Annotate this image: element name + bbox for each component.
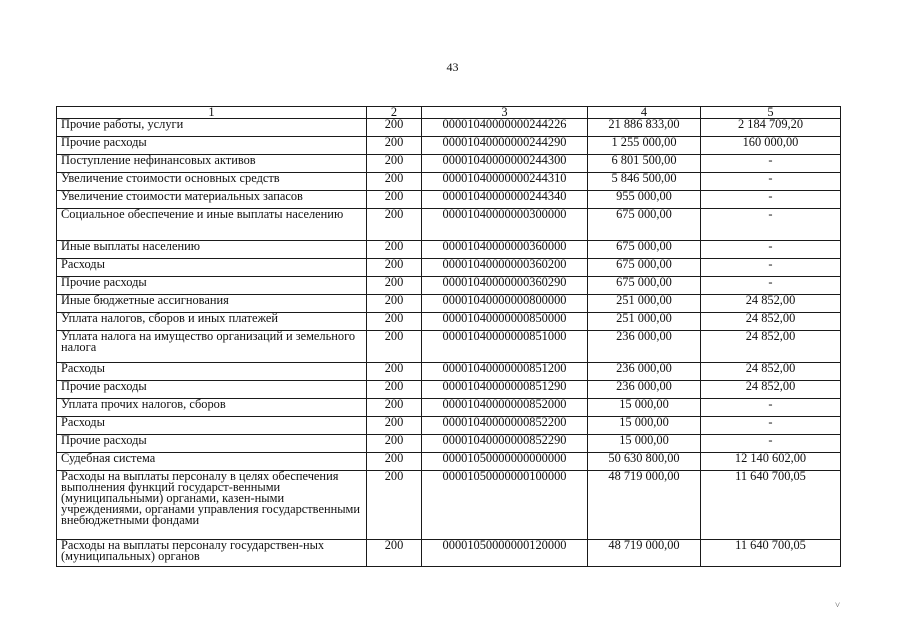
row-name-cell: Расходы (57, 363, 367, 381)
row-name-cell: Прочие расходы (57, 277, 367, 295)
row-name-cell: Иные бюджетные ассигнования (57, 295, 367, 313)
row-fact-cell: 24 852,00 (701, 363, 841, 381)
row-name-cell: Прочие работы, услуги (57, 119, 367, 137)
table-row (57, 435, 841, 453)
table-row (57, 313, 841, 331)
table-row (57, 540, 841, 567)
table-row (57, 119, 841, 137)
table-row (57, 209, 841, 241)
table-row (57, 363, 841, 381)
row-plan-cell: 675 000,00 (588, 241, 701, 259)
row-fact-cell: 11 640 700,05 (701, 540, 841, 567)
row-plan-cell: 6 801 500,00 (588, 155, 701, 173)
row-kbk-cell: 00001040000000850000 (422, 313, 588, 331)
row-kbk-cell: 00001040000000851290 (422, 381, 588, 399)
row-kbk-cell: 00001040000000244300 (422, 155, 588, 173)
row-plan-cell: 21 886 833,00 (588, 119, 701, 137)
row-plan-cell: 675 000,00 (588, 209, 701, 241)
row-fact-cell: 11 640 700,05 (701, 471, 841, 540)
corner-mark: ˅ (835, 600, 841, 610)
table-row (57, 453, 841, 471)
row-fact-cell: - (701, 241, 841, 259)
row-plan-cell: 675 000,00 (588, 259, 701, 277)
row-code-cell: 200 (367, 295, 422, 313)
table-row (57, 277, 841, 295)
row-plan-cell: 236 000,00 (588, 363, 701, 381)
row-code-cell: 200 (367, 155, 422, 173)
header-cell-4: 4 (588, 107, 701, 119)
row-name-cell: Увеличение стоимости основных средств (57, 173, 367, 191)
row-name-cell: Расходы (57, 417, 367, 435)
row-fact-cell: 12 140 602,00 (701, 453, 841, 471)
budget-table (56, 106, 841, 567)
row-fact-cell: - (701, 399, 841, 417)
row-kbk-cell: 00001040000000244226 (422, 119, 588, 137)
row-name-cell: Расходы на выплаты персоналу государствен-ных (муниципальных) органов (57, 540, 367, 567)
row-fact-cell: 24 852,00 (701, 381, 841, 399)
row-fact-cell: 24 852,00 (701, 331, 841, 363)
row-kbk-cell: 00001050000000000000 (422, 453, 588, 471)
row-fact-cell: 2 184 709,20 (701, 119, 841, 137)
row-plan-cell: 48 719 000,00 (588, 540, 701, 567)
table-header-row (57, 107, 841, 119)
row-code-cell: 200 (367, 173, 422, 191)
row-code-cell: 200 (367, 453, 422, 471)
table-row (57, 295, 841, 313)
row-code-cell: 200 (367, 435, 422, 453)
row-fact-cell: 160 000,00 (701, 137, 841, 155)
row-kbk-cell: 00001040000000244310 (422, 173, 588, 191)
row-code-cell: 200 (367, 119, 422, 137)
table-row (57, 381, 841, 399)
header-cell-3: 3 (422, 107, 588, 119)
row-name-cell: Уплата налогов, сборов и иных платежей (57, 313, 367, 331)
header-cell-1: 1 (57, 107, 367, 119)
row-plan-cell: 5 846 500,00 (588, 173, 701, 191)
row-plan-cell: 48 719 000,00 (588, 471, 701, 540)
row-name-cell: Уплата прочих налогов, сборов (57, 399, 367, 417)
row-kbk-cell: 00001040000000852200 (422, 417, 588, 435)
table-row (57, 471, 841, 540)
row-fact-cell: - (701, 191, 841, 209)
row-kbk-cell: 00001040000000244340 (422, 191, 588, 209)
table-row (57, 173, 841, 191)
row-fact-cell: - (701, 259, 841, 277)
row-code-cell: 200 (367, 191, 422, 209)
row-plan-cell: 251 000,00 (588, 295, 701, 313)
row-code-cell: 200 (367, 209, 422, 241)
row-name-cell: Расходы (57, 259, 367, 277)
row-code-cell: 200 (367, 259, 422, 277)
header-cell-2: 2 (367, 107, 422, 119)
row-fact-cell: - (701, 435, 841, 453)
budget-table-body (57, 107, 841, 567)
row-code-cell: 200 (367, 381, 422, 399)
row-code-cell: 200 (367, 331, 422, 363)
row-code-cell: 200 (367, 313, 422, 331)
page-number: 43 (446, 60, 459, 74)
row-kbk-cell: 00001040000000851200 (422, 363, 588, 381)
row-name-cell: Иные выплаты населению (57, 241, 367, 259)
row-code-cell: 200 (367, 363, 422, 381)
row-fact-cell: 24 852,00 (701, 295, 841, 313)
row-kbk-cell: 00001040000000851000 (422, 331, 588, 363)
row-plan-cell: 15 000,00 (588, 399, 701, 417)
row-fact-cell: - (701, 417, 841, 435)
row-code-cell: 200 (367, 241, 422, 259)
row-kbk-cell: 00001040000000360000 (422, 241, 588, 259)
row-kbk-cell: 00001040000000360200 (422, 259, 588, 277)
row-kbk-cell: 00001040000000360290 (422, 277, 588, 295)
table-row (57, 241, 841, 259)
row-kbk-cell: 00001050000000100000 (422, 471, 588, 540)
row-fact-cell: - (701, 155, 841, 173)
row-code-cell: 200 (367, 540, 422, 567)
row-name-cell: Прочие расходы (57, 381, 367, 399)
row-name-cell: Судебная система (57, 453, 367, 471)
row-plan-cell: 955 000,00 (588, 191, 701, 209)
row-plan-cell: 15 000,00 (588, 417, 701, 435)
row-kbk-cell: 00001040000000852290 (422, 435, 588, 453)
row-fact-cell: - (701, 277, 841, 295)
row-kbk-cell: 00001050000000120000 (422, 540, 588, 567)
row-fact-cell: 24 852,00 (701, 313, 841, 331)
row-plan-cell: 236 000,00 (588, 381, 701, 399)
row-kbk-cell: 00001040000000244290 (422, 137, 588, 155)
row-name-cell: Социальное обеспечение и иные выплаты населению (57, 209, 367, 241)
table-row (57, 191, 841, 209)
row-plan-cell: 251 000,00 (588, 313, 701, 331)
table-row (57, 399, 841, 417)
table-row (57, 155, 841, 173)
row-fact-cell: - (701, 173, 841, 191)
row-plan-cell: 1 255 000,00 (588, 137, 701, 155)
row-plan-cell: 50 630 800,00 (588, 453, 701, 471)
row-kbk-cell: 00001040000000800000 (422, 295, 588, 313)
row-code-cell: 200 (367, 137, 422, 155)
row-code-cell: 200 (367, 471, 422, 540)
row-plan-cell: 675 000,00 (588, 277, 701, 295)
row-code-cell: 200 (367, 399, 422, 417)
table-row (57, 259, 841, 277)
row-plan-cell: 15 000,00 (588, 435, 701, 453)
table-row (57, 417, 841, 435)
table-row (57, 137, 841, 155)
header-cell-5: 5 (701, 107, 841, 119)
row-name-cell: Прочие расходы (57, 435, 367, 453)
row-kbk-cell: 00001040000000852000 (422, 399, 588, 417)
row-name-cell: Прочие расходы (57, 137, 367, 155)
row-kbk-cell: 00001040000000300000 (422, 209, 588, 241)
row-plan-cell: 236 000,00 (588, 331, 701, 363)
row-name-cell: Поступление нефинансовых активов (57, 155, 367, 173)
row-fact-cell: - (701, 209, 841, 241)
row-code-cell: 200 (367, 417, 422, 435)
row-name-cell: Уплата налога на имущество организаций и земельного налога (57, 331, 367, 363)
table-row (57, 331, 841, 363)
row-name-cell: Увеличение стоимости материальных запасов (57, 191, 367, 209)
row-code-cell: 200 (367, 277, 422, 295)
row-name-cell: Расходы на выплаты персоналу в целях обеспечения выполнения функций государст-венными (муниципальными) органами, казен-ными учреждениями, органами управления государственными внебюджетными фондами (57, 471, 367, 540)
